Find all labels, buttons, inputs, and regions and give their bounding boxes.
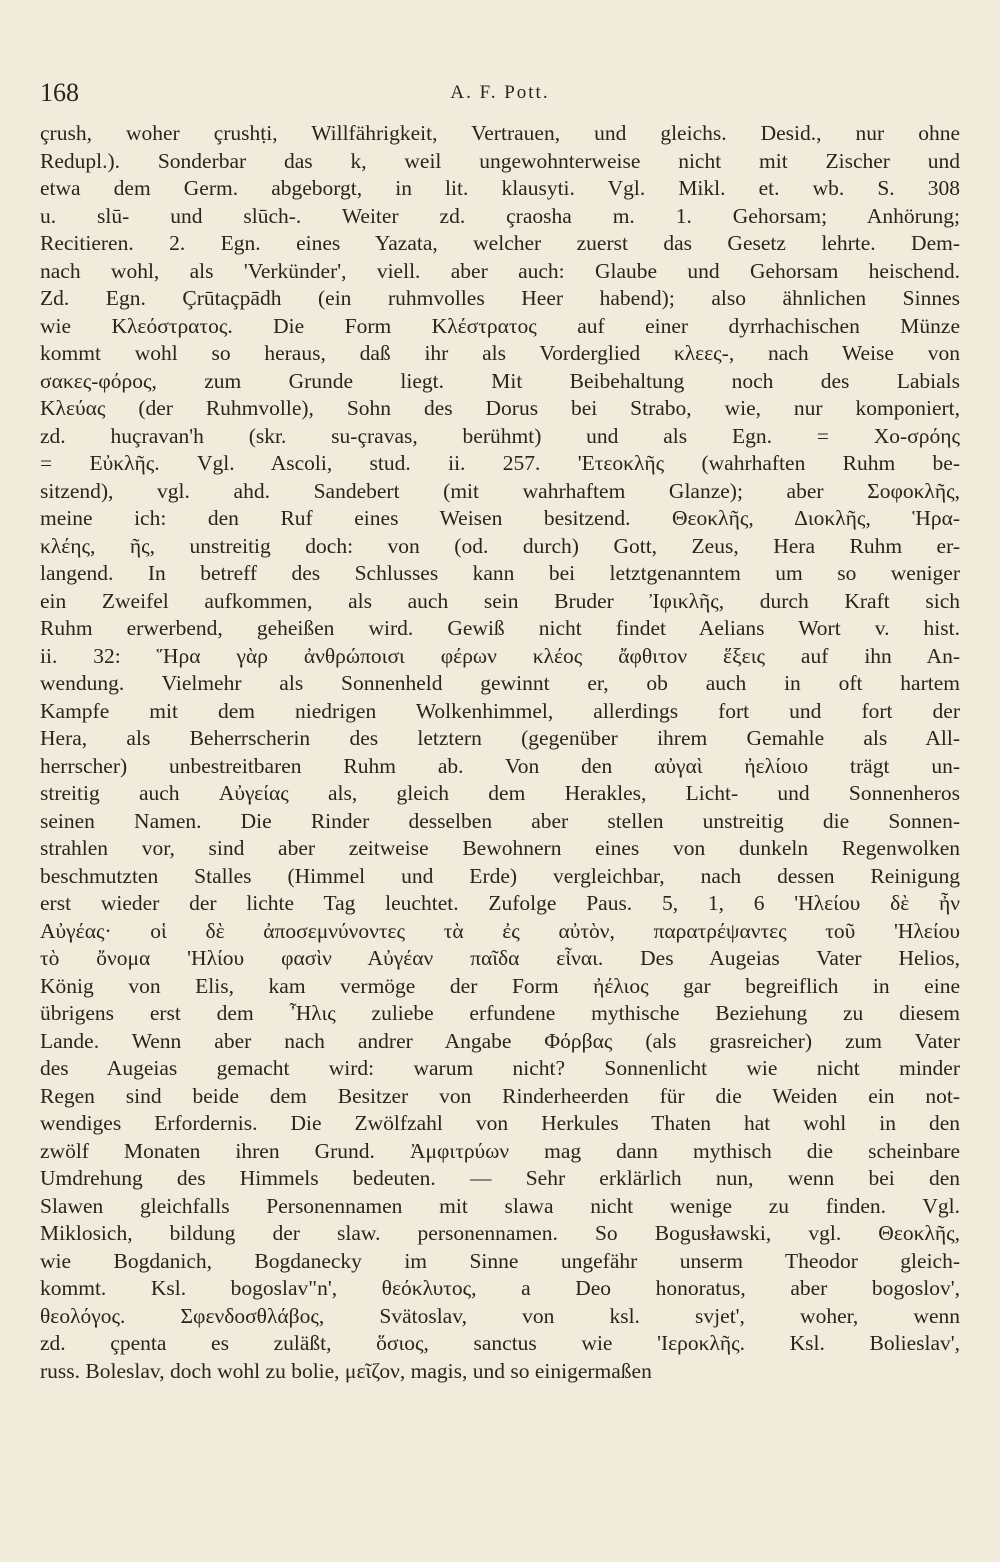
text-line: σακες-φόρος, zum Grunde liegt. Mit Beibehaltung noch des Labials [40,368,960,393]
text-line: Lande. Wenn aber nach andrer Angabe Φόρβας (als grasreicher) zum Vater [40,1028,960,1053]
text-line: strahlen vor, sind aber zeitweise Bewohnern eines von dunkeln Regenwolken [40,836,960,860]
text-line: Kampfe mit dem niedrigen Wolkenhimmel, allerdings fort und fort der [40,698,960,723]
text-line: wie Κλεόστρατος. Die Form Κλέστρατος auf einer dyrrhachischen Münze [40,313,960,338]
text-line: des Augeias gemacht wird: warum nicht? Sonnenlicht wie nicht minder [40,1056,960,1080]
text-line: König von Elis, kam vermöge der Form ἠέλιος gar begreiflich in eine [40,973,960,998]
text-line: seinen Namen. Die Rinder desselben aber stellen unstreitig die Sonnen- [40,808,960,833]
text-line: Umdrehung des Himmels bedeuten. — Sehr erklärlich nun, wenn bei den [40,1166,960,1190]
text-line: κλέης, ῆς, unstreitig doch: von (od. durch) Gott, Zeus, Hera Ruhm er- [40,533,960,558]
text-line: Κλεύας (der Ruhmvolle), Sohn des Dorus bei Strabo, wie, nur komponiert, [40,396,960,420]
text-line: θεολόγος. Σφενδοσθλάβος, Svätoslav, von ksl. svjet', woher, wenn [40,1303,960,1328]
text-line: kommt. Ksl. bogoslav"n', θεόκλυτος, a Deo honoratus, aber bogoslov', [40,1276,960,1300]
text-line: Miklosich, bildung der slaw. personennamen. So Bogusławski, vgl. Θεοκλῆς, [40,1221,960,1245]
body-text [40,120,960,1385]
text-line: zd. huçravan'h (skr. su-çravas, berühmt) und als Egn. = Χο-σρόης [40,423,960,448]
text-line: Slawen gleichfalls Personennamen mit slawa nicht wenige zu finden. Vgl. [40,1193,960,1218]
text-line: erst wieder der lichte Tag leuchtet. Zufolge Paus. 5, 1, 6 'Ηλείου δὲ ἦν [40,891,960,915]
text-line: τὸ ὄνομα 'Ηλίου φασὶν Αὐγέαν παῖδα εἶναι. Des Augeias Vater Helios, [40,946,960,970]
text-line: kommt wohl so heraus, daß ihr als Vorderglied κλεες-, nach Weise von [40,341,960,365]
running-head: A. F. Pott. [450,82,550,103]
text-line: Αὐγέας· οἱ δὲ ἀποσεμνύνοντες τὰ ἐς αὐτὸν, παρατρέψαντες τοῦ 'Ηλείου [40,918,960,943]
text-line: çrush, woher çrushṭi, Willfährigkeit, Vertrauen, und gleichs. Desid., nur ohne [40,121,960,145]
text-line: ein Zweifel aufkommen, als auch sein Bruder Ἰφικλῆς, durch Kraft sich [40,588,960,613]
text-line: ii. 32: Ἥρα γὰρ ἀνθρώποισι φέρων κλέος ἄφθιτον ἕξεις auf ihn An- [40,643,960,668]
text-line: Zd. Egn. Çrūtaçpādh (ein ruhmvolles Heer habend); also ähnlichen Sinnes [40,286,960,310]
text-line: herrscher) unbestreitbaren Ruhm ab. Von den αὐγαὶ ἠελίοιο trägt un- [40,753,960,778]
text-line: u. slū- und slūch-. Weiter zd. çraosha m. 1. Gehorsam; Anhörung; [40,203,960,228]
text-line: zd. çpenta es zuläßt, ὅσιος, sanctus wie 'Ιεροκλῆς. Ksl. Bolieslav', [40,1331,960,1355]
text-line: wendiges Erfordernis. Die Zwölfzahl von Herkules Thaten hat wohl in den [40,1111,960,1135]
text-line: etwa dem Germ. abgeborgt, in lit. klausyti. Vgl. Mikl. et. wb. S. 308 [40,176,960,200]
text-line: russ. Boleslav, doch wohl zu bolie, μεῖζον, magis, und so einigermaßen [40,1358,652,1383]
text-line: übrigens erst dem Ἦλις zuliebe erfundene mythische Beziehung zu diesem [40,1001,960,1025]
page-number: 168 [40,78,79,107]
text-line: nach wohl, als 'Verkünder', viell. aber auch: Glaube und Gehorsam heischend. [40,258,960,283]
text-line: wie Bogdanich, Bogdanecky im Sinne ungefähr unserm Theodor gleich- [40,1248,960,1273]
text-line: sitzend), vgl. ahd. Sandebert (mit wahrhaftem Glanze); aber Σοφοκλῆς, [40,478,960,503]
text-line: wendung. Vielmehr als Sonnenheld gewinnt er, ob auch in oft hartem [40,671,960,695]
text-line: meine ich: den Ruf eines Weisen besitzend. Θεοκλῆς, Διοκλῆς, Ἡρα- [40,506,960,530]
text-line: Ruhm erwerbend, geheißen wird. Gewiß nicht findet Aelians Wort v. hist. [40,616,960,640]
text-line: Redupl.). Sonderbar das k, weil ungewohnterweise nicht mit Zischer und [40,148,960,173]
text-line: Hera, als Beherrscherin des letztern (gegenüber ihrem Gemahle als All- [40,726,960,750]
text-line: streitig auch Αὐγείας als, gleich dem Herakles, Licht- und Sonnenheros [40,781,960,805]
text-line: langend. In betreff des Schlusses kann bei letztgenanntem um so weniger [40,561,960,585]
text-line: = Εὐκλῆς. Vgl. Ascoli, stud. ii. 257. 'Ετεοκλῆς (wahrhaften Ruhm be- [40,451,960,475]
text-line: zwölf Monaten ihren Grund. Ἀμφιτρύων mag dann mythisch die scheinbare [40,1138,960,1163]
text-line: Recitieren. 2. Egn. eines Yazata, welcher zuerst das Gesetz lehrte. Dem- [40,231,960,255]
text-line: Regen sind beide dem Besitzer von Rinderheerden für die Weiden ein not- [40,1083,960,1108]
text-line: beschmutzten Stalles (Himmel und Erde) vergleichbar, nach dessen Reinigung [40,863,960,888]
